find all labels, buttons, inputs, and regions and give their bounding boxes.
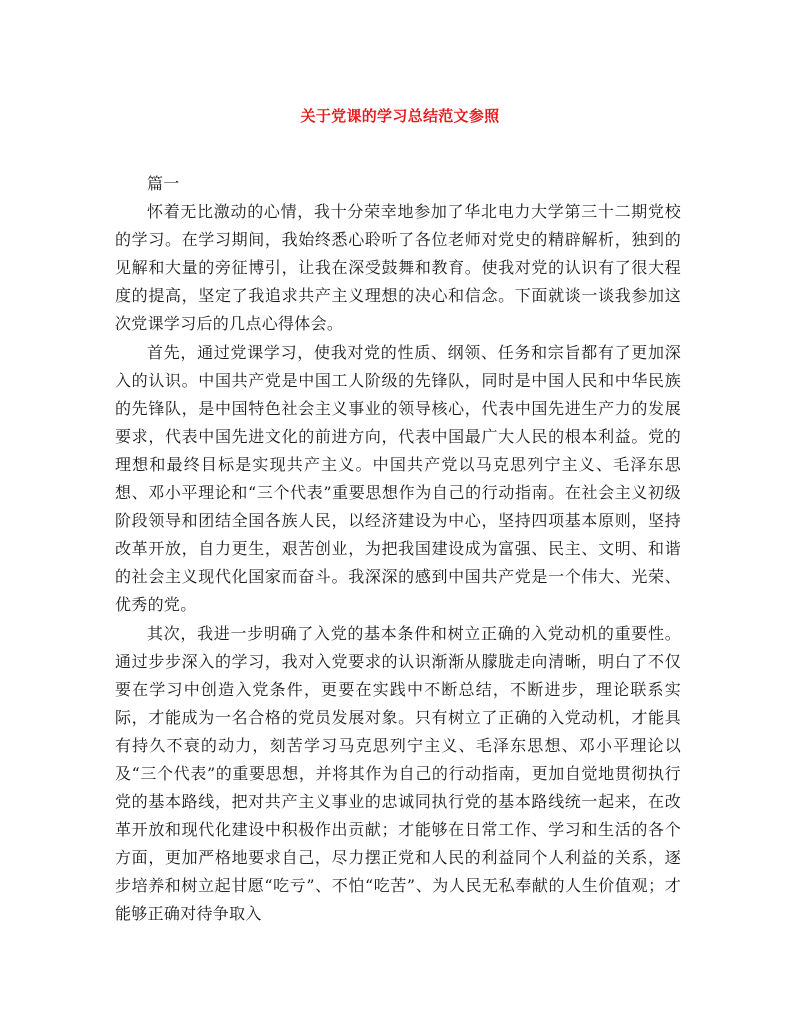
paragraph: 怀着无比激动的心情，我十分荣幸地参加了华北电力大学第三十二期党校的学习。在学习期间，我始终悉心聆听了各位老师对党史的精辟解析，独到的见解和大量的旁征博引，让我在深受鼓舞和教育。使我对党的认识有了很大程度的提高，坚定了我追求共产主义理想的决心和信念。下面就谈一谈我参加这次党课学习后的几点心得体会。	[115, 202, 681, 334]
section-label: 篇一	[147, 174, 180, 193]
document-body	[115, 170, 681, 929]
paragraph: 首先，通过党课学习，使我对党的性质、纲领、任务和宗旨都有了更加深入的认识。中国共产党是中国工人阶级的先锋队，同时是中国人民和中华民族的先锋队，是中国特色社会主义事业的领导核心，代表中国先进生产力的发展要求，代表中国先进文化的前进方向，代表中国最广大人民的根本利益。党的理想和最终目标是实现共产主义。中国共产党以马克思列宁主义、毛泽东思想、邓小平理论和“三个代表”重要思想作为自己的行动指南。在社会主义初级阶段领导和团结全国各族人民，以经济建设为中心，坚持四项基本原则，坚持改革开放，自力更生，艰苦创业，为把我国建设成为富强、民主、文明、和谐的社会主义现代化国家而奋斗。我深深的感到中国共产党是一个伟大、光荣、优秀的党。	[115, 342, 681, 615]
paragraph: 其次，我进一步明确了入党的基本条件和树立正确的入党动机的重要性。通过步步深入的学习，我对入党要求的认识渐渐从朦胧走向清晰，明白了不仅要在学习中创造入党条件，更要在实践中不断总结，不断进步，理论联系实际，才能成为一名合格的党员发展对象。只有树立了正确的入党动机，才能具有持久不衰的动力，刻苦学习马克思列宁主义、毛泽东思想、邓小平理论以及“三个代表”的重要思想，并将其作为自己的行动指南，更加自觉地贯彻执行党的基本路线，把对共产主义事业的忠诚同执行党的基本路线统一起来，在改革开放和现代化建设中积极作出贡献；才能够在日常工作、学习和生活的各个方面，更加严格地要求自己，尽力摆正党和人民的利益同个人利益的关系，逐步培养和树立起甘愿“吃亏”、不怕“吃苦”、为人民无私奉献的人生价值观；才能够正确对待争取入	[115, 623, 681, 924]
document-title: 关于党课的学习总结范文参照	[300, 107, 500, 125]
